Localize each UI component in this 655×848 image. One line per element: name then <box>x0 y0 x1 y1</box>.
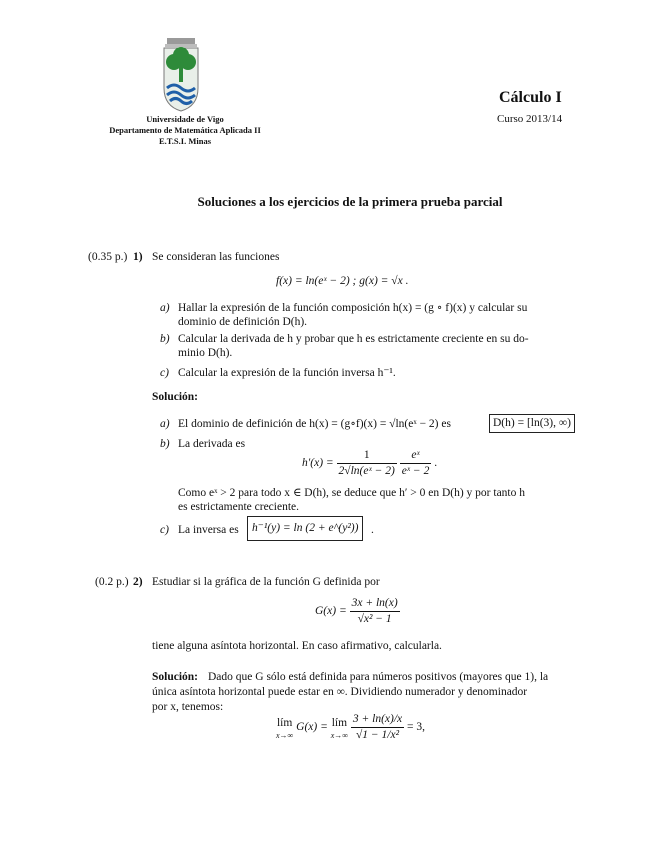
course-year: Curso 2013/14 <box>497 113 563 125</box>
derivative-den-2: eˣ − 2 <box>401 465 430 477</box>
ex1-a-label: a) <box>160 302 170 314</box>
derivative-num-2: eˣ <box>400 448 432 464</box>
ex1-b-line1: Calcular la derivada de h y probar que h es estrictamente creciente en su do- <box>178 333 529 345</box>
ex1-functions: f(x) = ln(eˣ − 2) ; g(x) = √x . <box>276 275 409 287</box>
limit-1-sub: x→∞ <box>276 730 294 740</box>
ex1-c-line1: Calcular la expresión de la función inversa h⁻¹. <box>178 367 396 379</box>
course-title: Cálculo I <box>499 89 562 106</box>
limit-end: = 3, <box>407 721 426 733</box>
G-fraction <box>350 596 400 627</box>
limit-2-sub: x→∞ <box>330 730 348 740</box>
derivative-formula <box>302 448 437 479</box>
ex1-sol-c-label: c) <box>160 524 169 536</box>
limit-2 <box>331 716 348 740</box>
limit-formula <box>276 712 425 743</box>
derivative-den-1: 2√ln(eˣ − 2) <box>338 465 395 477</box>
limit-denominator: √1 − 1/x² <box>355 729 400 741</box>
ex1-sol-b-label: b) <box>160 438 170 450</box>
ex2-sol-line1: Dado que G sólo está definida para números positivos (mayores que 1), la <box>208 671 549 683</box>
ex1-sol-c-end: . <box>371 524 374 536</box>
ex1-solution-heading: Solución: <box>152 391 199 403</box>
derivative-end: . <box>434 457 438 469</box>
G-lhs: G(x) = <box>315 605 347 617</box>
ex1-number: 1) <box>133 251 143 263</box>
G-formula <box>315 596 400 627</box>
limit-1-op: lím <box>276 716 293 729</box>
G-numerator: 3x + ln(x) <box>350 596 400 612</box>
ex2-sol-line3: por x, tenemos: <box>152 701 224 713</box>
page-title: Soluciones a los ejercicios de la primera prueba parcial <box>197 194 503 209</box>
ex1-a-line1: Hallar la expresión de la función composición h(x) = (g ∘ f)(x) y calcular su <box>178 302 528 314</box>
ex1-a-line2: dominio de definición D(h). <box>178 316 308 328</box>
ex1-b-label: b) <box>160 333 170 345</box>
derivative-lhs: h′(x) = <box>302 457 334 469</box>
ex1-c-label: c) <box>160 367 169 379</box>
ex1-intro: Se consideran las funciones <box>152 251 280 263</box>
ex1-b-line2: minio D(h). <box>178 347 233 359</box>
ex2-points: (0.2 p.) <box>95 576 129 588</box>
ex2-number: 2) <box>133 576 143 588</box>
derivative-fraction-2 <box>400 448 432 479</box>
ex1-sol-c-text: La inversa es <box>178 524 239 536</box>
limit-numerator: 3 + ln(x)/x <box>351 712 404 728</box>
limit-fraction <box>351 712 404 743</box>
derivative-fraction-1 <box>337 448 397 479</box>
university-logo <box>161 38 201 112</box>
shield-crest-icon <box>161 38 201 112</box>
ex1-sol-b-line2: es estrictamente creciente. <box>178 501 299 513</box>
ex2-sol-line2: única asíntota horizontal puede estar en ∞. Dividiendo numerador y denominador <box>152 686 528 698</box>
ex1-sol-a-text: El dominio de definición de h(x) = (g∘f)(x) = √ln(eˣ − 2) es <box>178 418 451 430</box>
G-denominator: √x² − 1 <box>357 613 392 625</box>
ex2-line-after: tiene alguna asíntota horizontal. En caso afirmativo, calcularla. <box>152 640 442 652</box>
ex1-sol-a-label: a) <box>160 418 170 430</box>
ex2-intro: Estudiar si la gráfica de la función G definida por <box>152 576 380 588</box>
ex1-points: (0.35 p.) <box>88 251 128 263</box>
ex1-sol-b-line1: Como eˣ > 2 para todo x ∈ D(h), se deduce que h′ > 0 en D(h) y por tanto h <box>178 487 526 499</box>
limit-2-op: lím <box>331 716 348 729</box>
limit-G: G(x) = <box>296 721 328 733</box>
ex1-domain-answer-box: D(h) = [ln(3), ∞) <box>489 414 575 433</box>
school-name: E.T.S.I. Minas <box>158 136 212 146</box>
limit-1 <box>276 716 293 740</box>
ex1-inverse-answer-box: h⁻¹(y) = ln (2 + e^(y²)) <box>247 516 363 541</box>
ex2-solution-heading: Solución: <box>152 671 199 683</box>
ex1-sol-b-text: La derivada es <box>178 438 246 450</box>
derivative-num-1: 1 <box>337 448 397 464</box>
university-name: Universidade de Vigo <box>146 114 224 124</box>
department-name: Departamento de Matemática Aplicada II <box>109 125 261 135</box>
